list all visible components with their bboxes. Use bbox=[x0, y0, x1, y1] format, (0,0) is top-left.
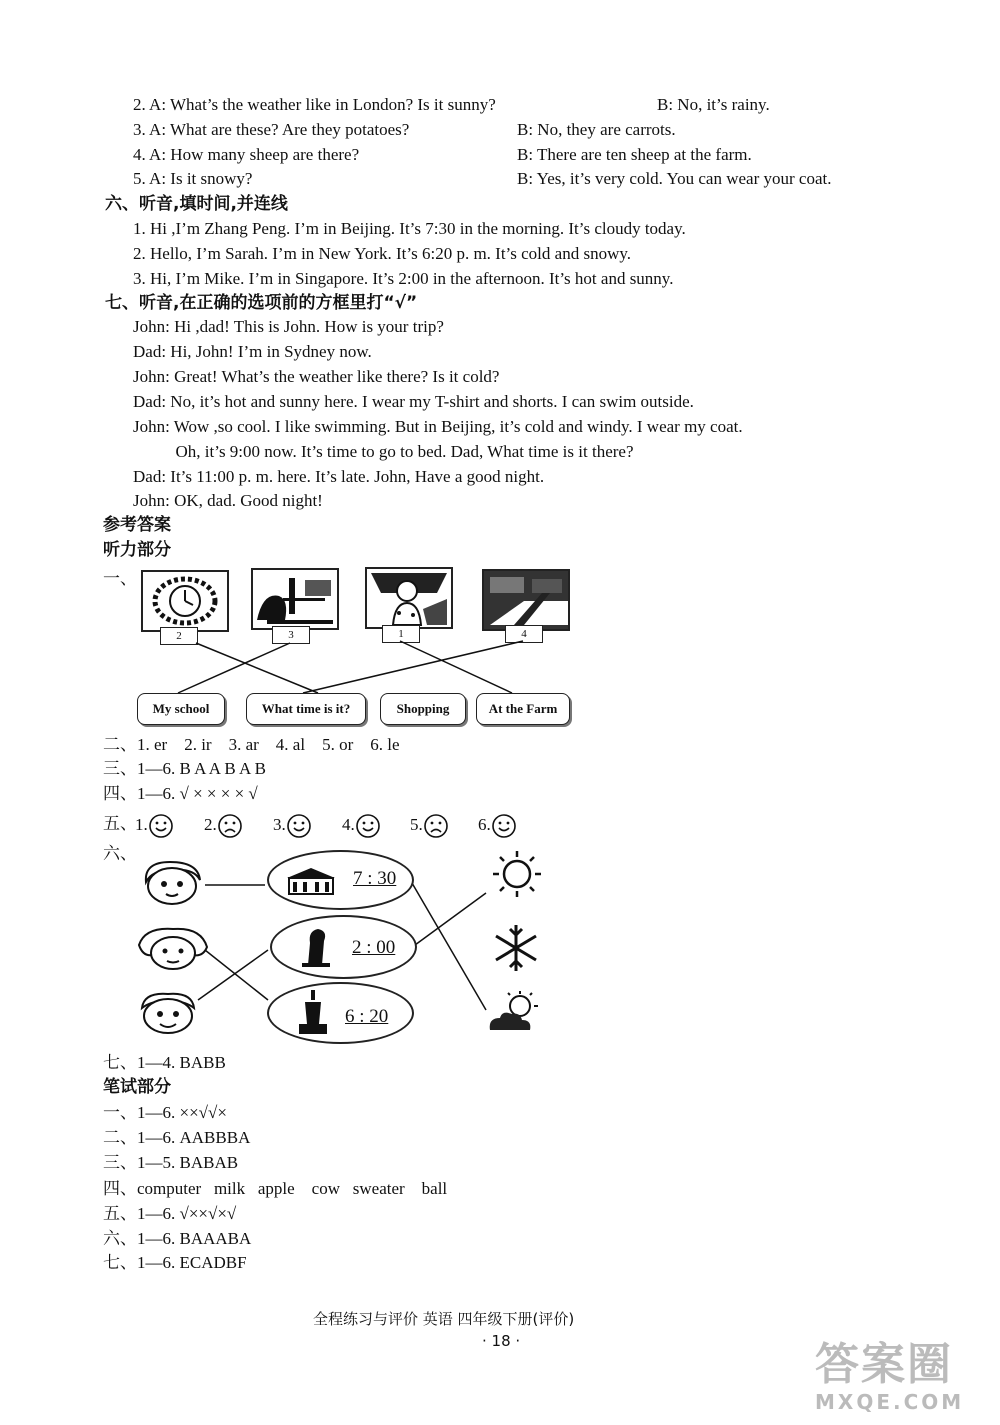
city-time-oval bbox=[267, 982, 414, 1044]
text-line: 3. Hi, I’m Mike. I’m in Singapore. It’s 2:00 in the afternoon. It’s hot and sunny. bbox=[133, 269, 674, 288]
text-line: Oh, it’s 9:00 now. It’s time to go to bed. Dad, What time is it there? bbox=[133, 442, 634, 461]
happy-face-icon bbox=[148, 813, 174, 839]
answer-number: 3 bbox=[272, 626, 310, 644]
face-answer-number: 4. bbox=[342, 814, 355, 834]
dialog-q: 3. A: What are these? Are they potatoes? bbox=[133, 120, 410, 139]
time-value: 2 : 00 bbox=[352, 937, 396, 958]
dialog-q: 5. A: Is it snowy? bbox=[133, 169, 253, 188]
answer-line: 五、1—6. √××√×√ bbox=[103, 1204, 237, 1223]
time-value: 7 : 30 bbox=[353, 868, 397, 889]
page-number: · 18 · bbox=[482, 1332, 521, 1350]
answer-number: 2 bbox=[160, 627, 198, 645]
answer-line: 三、1—5. BABAB bbox=[103, 1153, 239, 1172]
answer-line: 三、1—6. B A A B A B bbox=[103, 759, 266, 778]
text-line: Dad: No, it’s hot and sunny here. I wear my T-shirt and shorts. I can swim outside. bbox=[133, 392, 694, 411]
girl-face-icon bbox=[140, 858, 206, 913]
text-line: Dad: It’s 11:00 p. m. here. It’s late. John, Have a good night. bbox=[133, 467, 545, 486]
face-answer-number: 6. bbox=[478, 814, 491, 834]
question-prefix: 五、 bbox=[103, 814, 137, 833]
section-heading: 七、听音,在正确的选项前的方框里打“√” bbox=[105, 293, 418, 313]
question-prefix: 六、 bbox=[103, 844, 137, 863]
watermark-logo bbox=[815, 1340, 995, 1420]
watermark-text: 答案圈 bbox=[815, 1339, 953, 1390]
dialog-a: B: Yes, it’s very cold. You can wear your coat. bbox=[517, 169, 832, 188]
dialog-a: B: No, they are carrots. bbox=[517, 120, 676, 139]
answer-line: 七、1—6. ECADBF bbox=[103, 1253, 247, 1272]
happy-face-icon bbox=[355, 813, 381, 839]
label-my-school: My school bbox=[137, 693, 225, 725]
face-answer bbox=[478, 813, 517, 839]
face-answer bbox=[342, 813, 381, 839]
boy-face-icon bbox=[136, 990, 200, 1041]
label-at-the-farm: At the Farm bbox=[476, 693, 570, 725]
sun-icon bbox=[489, 849, 545, 904]
building-icon bbox=[283, 864, 339, 898]
dialog-q: 2. A: What’s the weather like in London? Is it sunny? bbox=[133, 95, 496, 114]
face-answer bbox=[204, 813, 243, 839]
face-answer-number: 5. bbox=[410, 814, 423, 834]
answers-title: 参考答案 bbox=[103, 515, 171, 535]
merlion-icon bbox=[298, 925, 334, 969]
face-answer-number: 2. bbox=[204, 814, 217, 834]
question-prefix: 一、 bbox=[103, 569, 137, 588]
snowflake-icon bbox=[490, 923, 542, 978]
girl-face-icon bbox=[135, 925, 211, 980]
text-line: 1. Hi ,I’m Zhang Peng. I’m in Beijing. It’s 7:30 in the morning. It’s cloudy today. bbox=[133, 219, 686, 238]
label-what-time: What time is it? bbox=[246, 693, 366, 725]
happy-face-icon bbox=[286, 813, 312, 839]
answer-number: 4 bbox=[505, 625, 543, 643]
text-line: John: Hi ,dad! This is John. How is your trip? bbox=[133, 317, 444, 336]
face-answer bbox=[273, 813, 312, 839]
watermark-url: MXQE.COM bbox=[815, 1390, 965, 1414]
answer-line: 四、1—6. √ × × × × √ bbox=[103, 784, 258, 803]
answer-line: 二、1—6. AABBBA bbox=[103, 1128, 251, 1147]
face-answer bbox=[410, 813, 449, 839]
dialog-q: 4. A: How many sheep are there? bbox=[133, 145, 360, 164]
section-heading: 六、听音,填时间,并连线 bbox=[105, 194, 288, 214]
answer-line: 四、computer milk apple cow sweater ball bbox=[103, 1179, 448, 1198]
answer-line: 二、1. er 2. ir 3. ar 4. al 5. or 6. le bbox=[103, 735, 400, 754]
sad-face-icon bbox=[423, 813, 449, 839]
text-line: John: OK, dad. Good night! bbox=[133, 491, 323, 510]
city-time-oval bbox=[270, 915, 417, 979]
text-line: Dad: Hi, John! I’m in Sydney now. bbox=[133, 342, 372, 361]
answer-line: 六、1—6. BAAABA bbox=[103, 1229, 252, 1248]
city-time-oval bbox=[267, 850, 414, 910]
face-answer-number: 1. bbox=[135, 814, 148, 834]
written-title: 笔试部分 bbox=[103, 1077, 171, 1097]
label-shopping: Shopping bbox=[380, 693, 466, 725]
answer-line: 七、1—4. BABB bbox=[103, 1053, 226, 1072]
face-answer bbox=[135, 813, 174, 839]
listening-title: 听力部分 bbox=[103, 540, 171, 560]
footer-book-title: 全程练习与评价 英语 四年级下册(评价) bbox=[313, 1310, 575, 1328]
text-line: John: Great! What’s the weather like there? Is it cold? bbox=[133, 367, 500, 386]
face-answer-number: 3. bbox=[273, 814, 286, 834]
dialog-a: B: There are ten sheep at the farm. bbox=[517, 145, 752, 164]
text-line: 2. Hello, I’m Sarah. I’m in New York. It’s 6:20 p. m. It’s cold and snowy. bbox=[133, 244, 631, 263]
dialog-a: B: No, it’s rainy. bbox=[657, 95, 770, 114]
cloudy-icon bbox=[486, 990, 544, 1039]
text-line: John: Wow ,so cool. I like swimming. But in Beijing, it’s cold and windy. I wear my coat. bbox=[133, 417, 743, 436]
statue-of-liberty-icon bbox=[293, 988, 333, 1036]
answer-number: 1 bbox=[382, 625, 420, 643]
happy-face-icon bbox=[491, 813, 517, 839]
answer-line: 一、1—6. ××√√× bbox=[103, 1103, 227, 1122]
time-value: 6 : 20 bbox=[345, 1006, 389, 1027]
sad-face-icon bbox=[217, 813, 243, 839]
